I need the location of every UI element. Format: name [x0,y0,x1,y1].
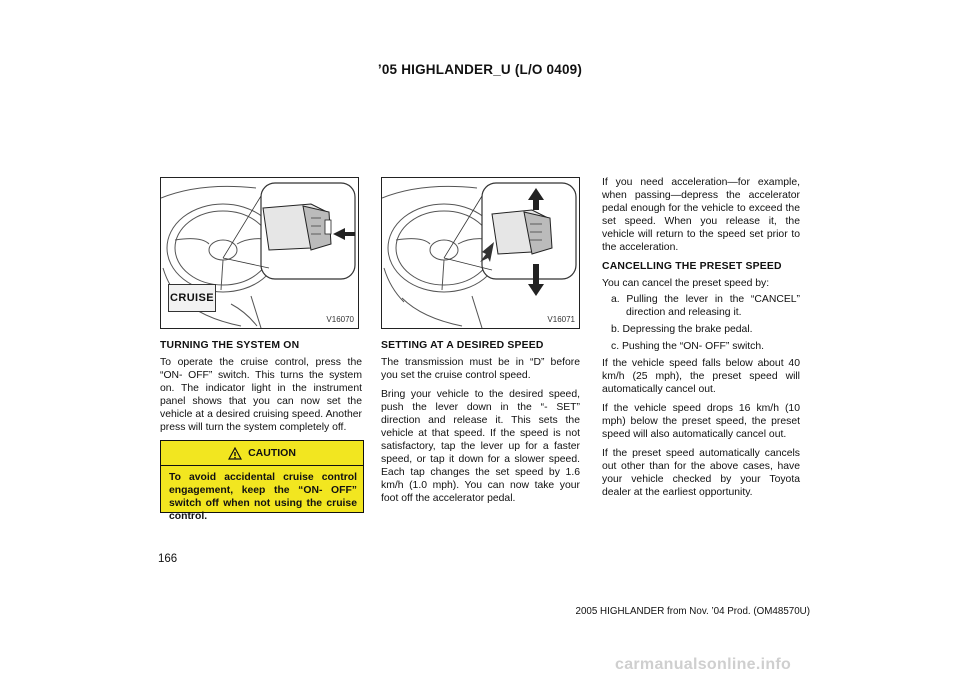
page-number: 166 [158,553,178,565]
paragraph: If you need acceleration—for example, when passing—depress the accelerator pedal enough for the vehicle to exceed the set speed. When you release it, the vehicle will return to the speed set prior to the acceleration. [602,177,800,253]
watermark: carmanualsonline.info [615,656,792,673]
caution-header [161,441,363,466]
paragraph: The transmission must be in “D” before you set the cruise control speed. [381,357,580,381]
page-footer: 2005 HIGHLANDER from Nov. ’04 Prod. (OM48570U) [575,606,810,617]
page-header: ’05 HIGHLANDER_U (L/O 0409) [377,62,583,77]
section-heading: TURNING THE SYSTEM ON [160,340,300,351]
figure-code: V16071 [547,315,575,324]
warning-triangle-icon [228,447,242,460]
column-turning-on [160,339,362,440]
list-item: b. Depressing the brake pedal. [611,324,753,335]
paragraph: Bring your vehicle to the desired speed, push the lever down in the “- SET” direction and release it. This sets the vehicle at that speed. If the speed is not satisfactory, tap the lever up for a faster speed, or tap it down for a slower speed. Each tap changes the set speed by 1.6 km/h (1.0 mph). You can now take your foot off the accelerator pedal. [381,389,580,504]
list-item: c. Pushing the “ON- OFF” switch. [611,341,765,352]
cruise-indicator-label: CRUISE [168,284,216,312]
column-setting-speed [381,339,580,511]
paragraph: If the vehicle speed drops 16 km/h (10 mph) below the preset speed, the preset speed will also automatically cancel out. [602,403,800,440]
figure-cruise-switch [160,177,359,329]
column-cancelling [602,176,800,505]
list-item: a. Pulling the lever in the “CANCEL” direction and releasing it. [611,294,800,318]
caution-title: CAUTION [248,447,296,459]
paragraph: You can cancel the preset speed by: [602,278,770,289]
figure-set-speed-lever [381,177,580,329]
paragraph: To operate the cruise control, press the “ON- OFF” switch. This turns the system on. The indicator light in the instrument panel shows that you can now set the vehicle at a desired cruising speed. Another press will turn the system completely off. [160,357,362,433]
caution-box [160,440,364,522]
paragraph: If the vehicle speed falls below about 40 km/h (25 mph), the preset speed will automatically cancel out. [602,358,800,395]
figure-code: V16070 [326,315,354,324]
section-heading: CANCELLING THE PRESET SPEED [602,261,782,272]
set-speed-lever-illustration [382,178,579,328]
section-heading: SETTING AT A DESIRED SPEED [381,340,544,351]
caution-text: To avoid accidental cruise control engagement, keep the “ON- OFF” switch off when not using the cruise control. [169,472,357,522]
paragraph: If the preset speed automatically cancels out other than for the above cases, have your vehicle checked by your Toyota dealer at the earliest opportunity. [602,448,800,498]
